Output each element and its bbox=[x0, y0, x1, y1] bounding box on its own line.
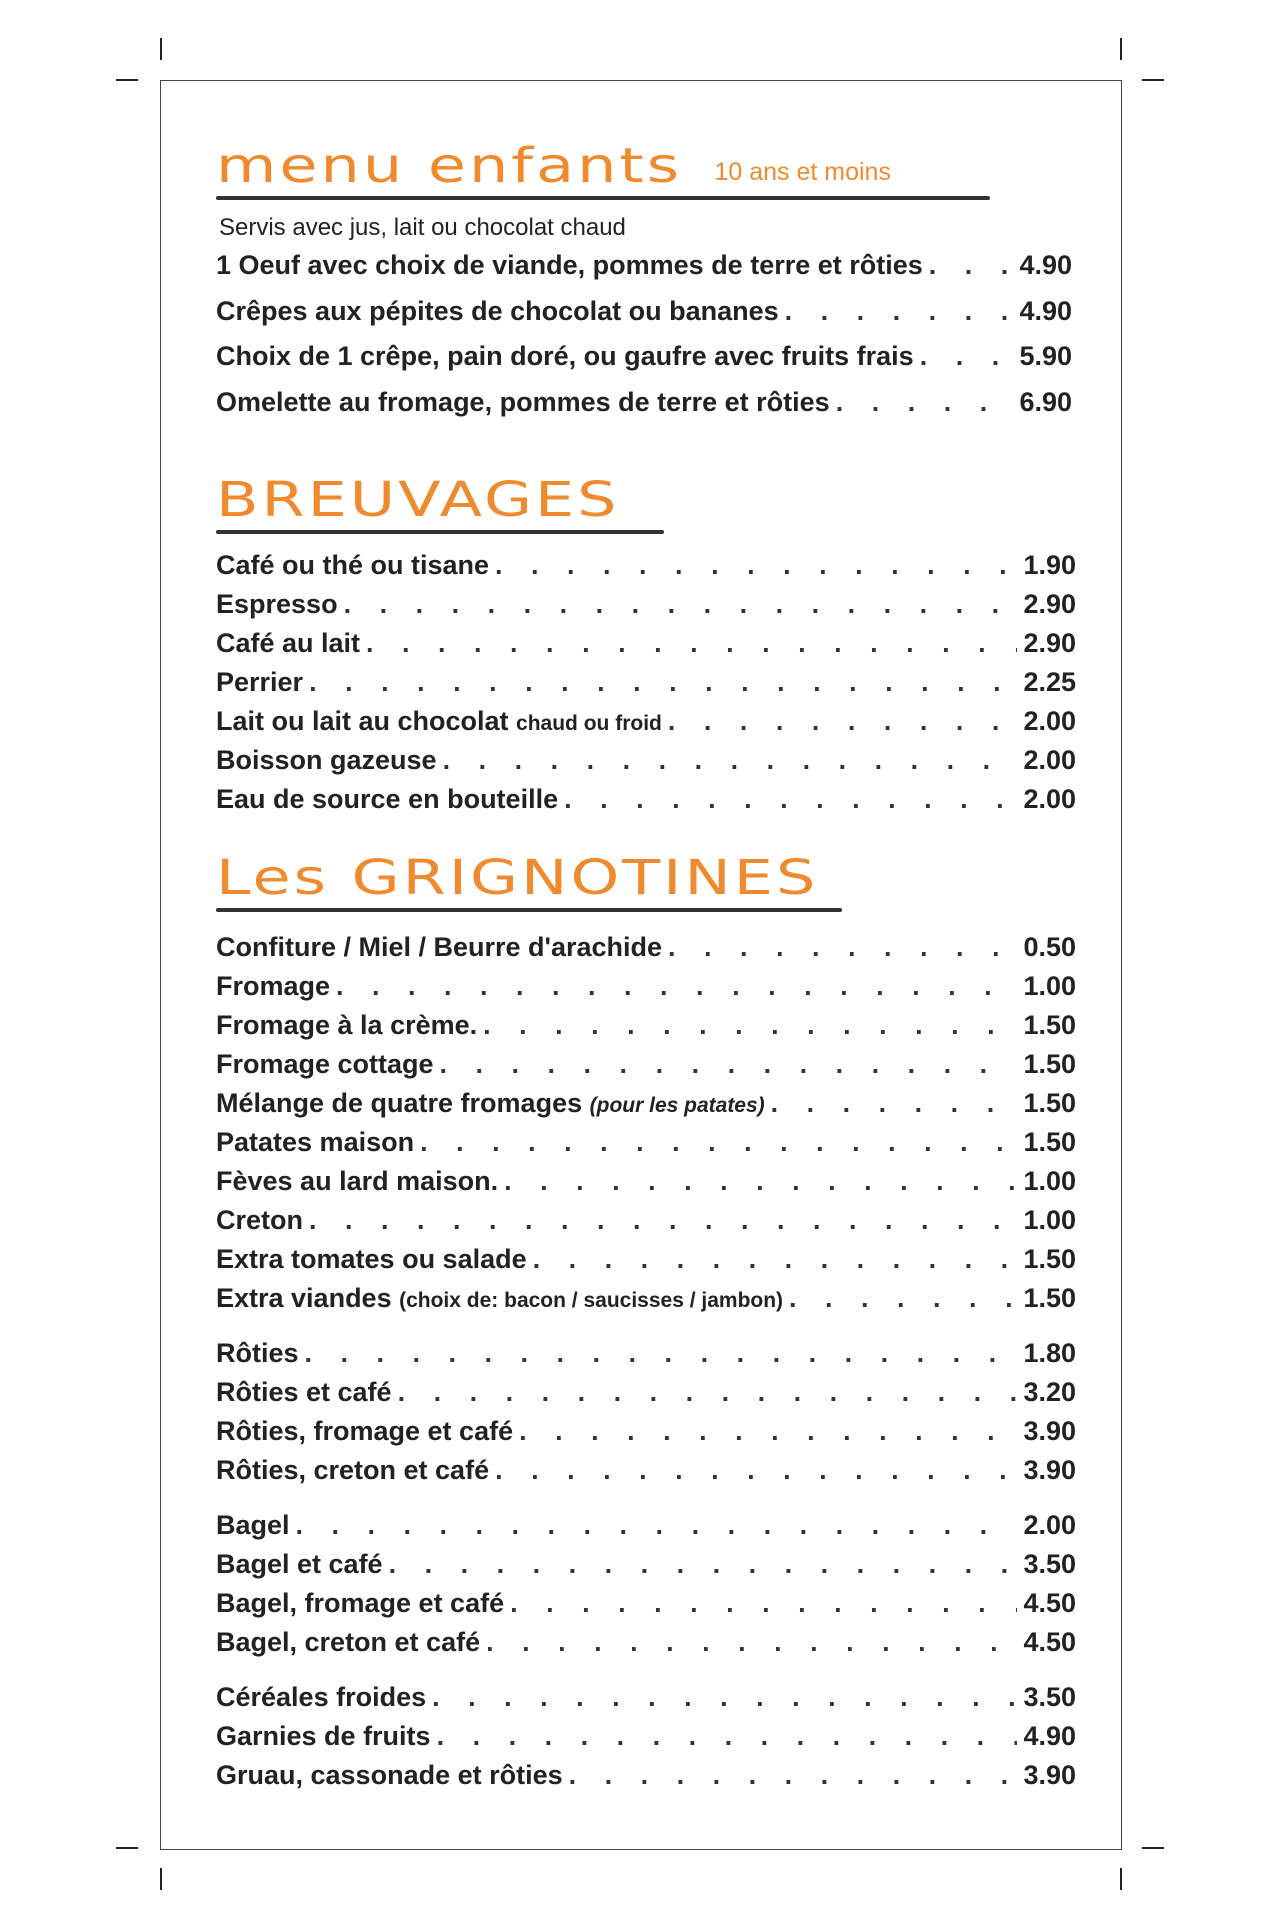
dot-leader bbox=[483, 1010, 1017, 1041]
dot-leader bbox=[789, 1283, 1017, 1314]
menu-item-label-main: Mélange de quatre fromages bbox=[216, 1088, 583, 1118]
snacks-header bbox=[216, 840, 842, 912]
dot-leader bbox=[305, 1338, 1018, 1369]
menu-item bbox=[216, 784, 1076, 823]
menu-item bbox=[216, 1455, 1076, 1494]
menu-item-price: 1.50 bbox=[1023, 1010, 1076, 1040]
menu-item-label: Bagel et café bbox=[216, 1549, 383, 1579]
menu-item-price: 1.90 bbox=[1023, 550, 1076, 580]
menu-item-price: 1.00 bbox=[1023, 1205, 1076, 1235]
menu-item-price: 1.50 bbox=[1023, 1283, 1076, 1313]
dot-leader bbox=[495, 550, 1017, 581]
menu-item bbox=[216, 1588, 1076, 1627]
dot-leader bbox=[920, 341, 1014, 372]
menu-item-price: 4.50 bbox=[1023, 1588, 1076, 1618]
crop-mark bbox=[1120, 1868, 1122, 1890]
menu-item bbox=[216, 628, 1076, 667]
menu-item-price: 5.90 bbox=[1019, 341, 1072, 371]
menu-item-price: 6.90 bbox=[1019, 386, 1072, 417]
menu-item-label: Omelette au fromage, pommes de terre et rôties bbox=[216, 386, 830, 417]
group-spacer bbox=[216, 1666, 1076, 1682]
menu-item-label: Fromage bbox=[216, 971, 331, 1001]
menu-item-price: 1.50 bbox=[1023, 1244, 1076, 1274]
menu-item-label-extra: chaud ou froid bbox=[516, 712, 662, 735]
menu-item bbox=[216, 341, 1072, 387]
menu-item-label: Garnies de fruits bbox=[216, 1721, 431, 1751]
menu-item-label: Gruau, cassonade et rôties bbox=[216, 1760, 563, 1790]
menu-item-price: 0.50 bbox=[1023, 932, 1076, 962]
menu-item bbox=[216, 1510, 1076, 1549]
dot-leader bbox=[344, 589, 1018, 620]
crop-mark bbox=[1142, 1847, 1164, 1849]
menu-item-label bbox=[216, 1283, 783, 1314]
menu-item bbox=[216, 1338, 1076, 1377]
menu-item-price: 3.50 bbox=[1023, 1682, 1076, 1712]
menu-item bbox=[216, 745, 1076, 784]
snacks-section bbox=[216, 840, 1076, 1799]
crop-mark bbox=[1120, 38, 1122, 60]
menu-item-price: 3.50 bbox=[1023, 1549, 1076, 1579]
section-subtitle: 10 ans et moins bbox=[714, 158, 891, 186]
crop-mark bbox=[116, 79, 138, 81]
kids-menu-header bbox=[216, 128, 990, 200]
menu-item-label: Café au lait bbox=[216, 628, 361, 658]
menu-item bbox=[216, 1088, 1076, 1127]
menu-item bbox=[216, 1049, 1076, 1088]
menu-item-label: Perrier bbox=[216, 667, 304, 697]
dot-leader bbox=[366, 628, 1017, 659]
menu-item-label: Rôties, fromage et café bbox=[216, 1416, 514, 1446]
menu-item-price: 3.90 bbox=[1023, 1416, 1076, 1446]
menu-item-price: 2.90 bbox=[1023, 628, 1076, 658]
crop-mark bbox=[160, 38, 162, 60]
menu-item-price: 1.00 bbox=[1023, 971, 1076, 1001]
menu-item-label: Fromage à la crème. bbox=[216, 1010, 478, 1040]
menu-item-label: Café ou thé ou tisane bbox=[216, 550, 490, 580]
menu-item-label: Crêpes aux pépites de chocolat ou bananes bbox=[216, 295, 779, 326]
dot-leader bbox=[771, 1088, 1018, 1119]
menu-item-price: 4.50 bbox=[1023, 1627, 1076, 1657]
snacks-list bbox=[216, 932, 1076, 1799]
dot-leader bbox=[437, 1721, 1018, 1752]
kids-menu-list bbox=[216, 250, 1072, 432]
menu-item bbox=[216, 550, 1076, 589]
menu-item-label: Céréales froides bbox=[216, 1682, 427, 1712]
menu-item-label-main: Extra viandes bbox=[216, 1283, 392, 1313]
menu-item bbox=[216, 706, 1076, 745]
menu-item-label-main: Lait ou lait au chocolat bbox=[216, 706, 509, 736]
menu-item bbox=[216, 1549, 1076, 1588]
dot-leader bbox=[929, 250, 1014, 281]
menu-item bbox=[216, 1205, 1076, 1244]
crop-mark bbox=[160, 1868, 162, 1890]
menu-item-price: 3.90 bbox=[1023, 1760, 1076, 1790]
menu-item-label: Creton bbox=[216, 1205, 303, 1235]
menu-item-label: Extra tomates ou salade bbox=[216, 1244, 527, 1274]
menu-item bbox=[216, 250, 1072, 296]
menu-item-label: Fèves au lard maison. bbox=[216, 1166, 499, 1196]
crop-mark bbox=[1142, 79, 1164, 81]
crop-mark bbox=[116, 1847, 138, 1849]
menu-item-price: 2.00 bbox=[1023, 745, 1076, 775]
menu-item-label-extra: (pour les patates) bbox=[589, 1094, 765, 1117]
section-rule bbox=[216, 530, 664, 534]
menu-item-label: Confiture / Miel / Beurre d'arachide bbox=[216, 932, 663, 962]
menu-item-label: Rôties et café bbox=[216, 1377, 392, 1407]
menu-item bbox=[216, 1416, 1076, 1455]
dot-leader bbox=[533, 1244, 1018, 1275]
kids-menu-section bbox=[216, 128, 1072, 432]
dot-leader bbox=[495, 1455, 1017, 1486]
menu-item-price: 1.50 bbox=[1023, 1127, 1076, 1157]
dot-leader bbox=[668, 706, 1018, 737]
dot-leader bbox=[420, 1127, 1017, 1158]
menu-item-label-extra: (choix de: bacon / saucisses / jambon) bbox=[399, 1289, 784, 1312]
menu-item-price: 1.50 bbox=[1023, 1088, 1076, 1118]
menu-item-price: 2.00 bbox=[1023, 1510, 1076, 1540]
dot-leader bbox=[668, 932, 1017, 963]
menu-item-label: Boisson gazeuse bbox=[216, 745, 437, 775]
dot-leader bbox=[486, 1627, 1017, 1658]
section-title: Les GRIGNOTINES bbox=[216, 848, 819, 906]
menu-item-price: 4.90 bbox=[1019, 295, 1072, 326]
drinks-list bbox=[216, 550, 1076, 823]
section-note: Servis avec jus, lait ou chocolat chaud bbox=[219, 214, 626, 241]
dot-leader bbox=[440, 1049, 1018, 1080]
dot-leader bbox=[564, 784, 1017, 815]
menu-item-price: 4.90 bbox=[1023, 1721, 1076, 1751]
section-title: menu enfants bbox=[216, 136, 683, 194]
section-rule bbox=[216, 908, 842, 912]
menu-item-price: 4.90 bbox=[1019, 250, 1072, 280]
menu-item-label: Fromage cottage bbox=[216, 1049, 434, 1079]
dot-leader bbox=[309, 667, 1017, 698]
menu-item-label bbox=[216, 1088, 765, 1119]
dot-leader bbox=[519, 1416, 1017, 1447]
menu-item bbox=[216, 1760, 1076, 1799]
menu-item-price: 2.90 bbox=[1023, 589, 1076, 619]
menu-item-label: Bagel bbox=[216, 1510, 290, 1540]
dot-leader bbox=[398, 1377, 1018, 1408]
menu-item bbox=[216, 1682, 1076, 1721]
dot-leader bbox=[836, 387, 1014, 418]
section-title: BREUVAGES bbox=[216, 470, 620, 528]
menu-item bbox=[216, 1377, 1076, 1416]
menu-item-price: 1.80 bbox=[1023, 1338, 1076, 1368]
drinks-header bbox=[216, 462, 664, 534]
menu-item bbox=[216, 296, 1072, 342]
menu-item bbox=[216, 387, 1072, 433]
dot-leader bbox=[785, 296, 1014, 327]
menu-item-label: Patates maison bbox=[216, 1127, 415, 1157]
dot-leader bbox=[432, 1682, 1017, 1713]
menu-item bbox=[216, 589, 1076, 628]
menu-item-label: Rôties, creton et café bbox=[216, 1455, 490, 1485]
menu-item bbox=[216, 1166, 1076, 1205]
dot-leader bbox=[504, 1166, 1017, 1197]
group-spacer bbox=[216, 1494, 1076, 1510]
dot-leader bbox=[309, 1205, 1017, 1236]
menu-item-label: 1 Oeuf avec choix de viande, pommes de terre et rôties bbox=[216, 250, 923, 280]
dot-leader bbox=[296, 1510, 1018, 1541]
dot-leader bbox=[336, 971, 1017, 1002]
dot-leader bbox=[389, 1549, 1018, 1580]
menu-item bbox=[216, 1627, 1076, 1666]
menu-item bbox=[216, 1244, 1076, 1283]
menu-item-price: 1.50 bbox=[1023, 1049, 1076, 1079]
menu-item bbox=[216, 1127, 1076, 1166]
menu-item-label: Bagel, fromage et café bbox=[216, 1588, 505, 1618]
menu-item-label: Choix de 1 crêpe, pain doré, ou gaufre avec fruits frais bbox=[216, 341, 914, 371]
menu-item-label: Espresso bbox=[216, 589, 338, 619]
menu-item-label bbox=[216, 706, 662, 737]
menu-item-price: 3.20 bbox=[1023, 1377, 1076, 1407]
menu-item-label: Rôties bbox=[216, 1338, 299, 1368]
menu-item bbox=[216, 1721, 1076, 1760]
drinks-section bbox=[216, 462, 1076, 823]
menu-item-price: 2.00 bbox=[1023, 784, 1076, 814]
menu-item-price: 1.00 bbox=[1023, 1166, 1076, 1196]
menu-item-price: 2.25 bbox=[1023, 667, 1076, 697]
menu-item bbox=[216, 932, 1076, 971]
dot-leader bbox=[569, 1760, 1018, 1791]
menu-item-label: Bagel, creton et café bbox=[216, 1627, 481, 1657]
dot-leader bbox=[510, 1588, 1017, 1619]
section-rule bbox=[216, 196, 990, 200]
dot-leader bbox=[443, 745, 1018, 776]
menu-item bbox=[216, 971, 1076, 1010]
menu-item bbox=[216, 1010, 1076, 1049]
menu-item-price: 2.00 bbox=[1023, 706, 1076, 736]
menu-item-price: 3.90 bbox=[1023, 1455, 1076, 1485]
menu-item-label: Eau de source en bouteille bbox=[216, 784, 559, 814]
menu-item bbox=[216, 1283, 1076, 1322]
menu-item bbox=[216, 667, 1076, 706]
group-spacer bbox=[216, 1322, 1076, 1338]
